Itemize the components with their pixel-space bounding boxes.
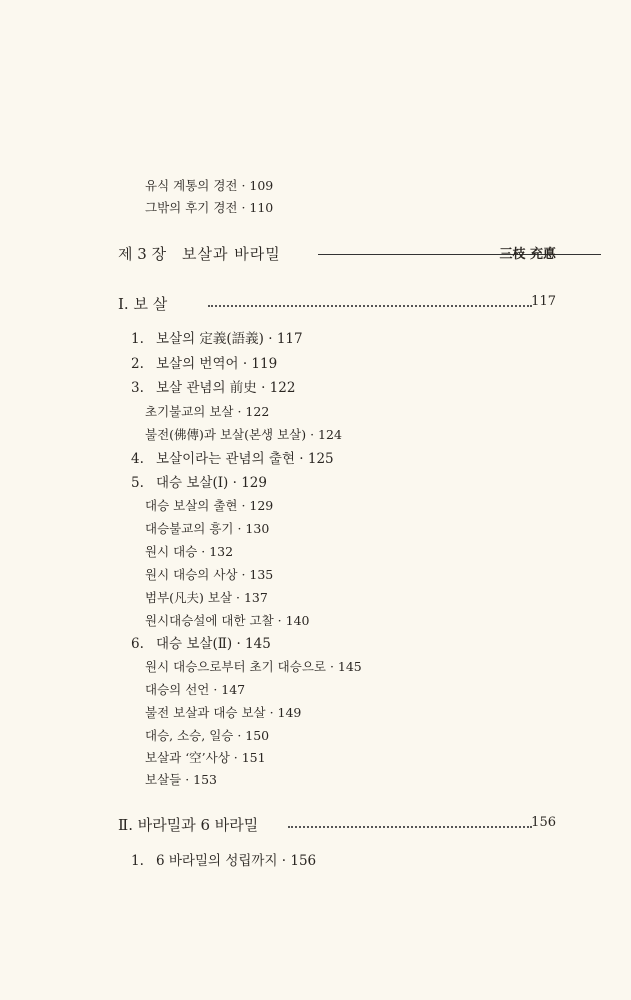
toc-entry <box>145 426 342 444</box>
toc-entry <box>131 450 334 468</box>
toc-entry-text: 보살 관념의 前史 · 122 <box>156 380 296 396</box>
toc-entry-text: 원시대승설에 대한 고찰 · 140 <box>145 613 310 628</box>
toc-entry <box>131 355 277 373</box>
toc-entry <box>145 566 273 584</box>
leader-dots <box>288 826 532 828</box>
section-heading <box>118 814 556 834</box>
toc-entry-number: 3. <box>131 380 144 396</box>
toc-entry-text: 불전(佛傳)과 보살(본생 보살) · 124 <box>145 427 342 442</box>
toc-entry-text: 보살이라는 관념의 출현 · 125 <box>156 451 334 467</box>
toc-entry <box>145 543 233 561</box>
section-page-number: 117 <box>531 294 556 309</box>
toc-entry-text: 그밖의 후기 경전 · 110 <box>145 200 274 215</box>
chapter-number: 제 3 장 <box>118 245 167 263</box>
toc-entry-text: 대승 보살(Ⅰ) · 129 <box>156 475 267 491</box>
section-heading <box>118 293 556 313</box>
chapter-title: 보살과 바라밀 <box>182 245 281 263</box>
toc-entry <box>131 379 295 397</box>
toc-entry <box>145 199 273 217</box>
toc-entry-text: 보살들 · 153 <box>145 772 218 787</box>
toc-entry <box>131 635 271 653</box>
toc-entry <box>131 474 267 492</box>
toc-entry-number: 6. <box>131 636 144 652</box>
toc-entry-text: 원시 대승으로부터 초기 대승으로 · 145 <box>145 659 362 674</box>
toc-entry-text: 초기불교의 보살 · 122 <box>145 404 270 419</box>
section-title: Ⅱ. 바라밀과 6 바라밀 <box>118 814 262 835</box>
toc-entry-text: 보살의 定義(語義) · 117 <box>156 331 303 347</box>
toc-entry-text: 대승불교의 흥기 · 130 <box>145 521 270 536</box>
toc-entry <box>145 658 362 676</box>
toc-entry-number: 1. <box>131 853 144 869</box>
section-title: Ⅰ. 보 살 <box>118 293 171 314</box>
toc-entry <box>145 704 301 722</box>
toc-entry-text: 범부(凡夫) 보살 · 137 <box>145 590 268 605</box>
toc-entry-number: 2. <box>131 356 144 372</box>
toc-entry <box>145 681 245 699</box>
toc-entry-text: 대승 보살의 출현 · 129 <box>145 498 274 513</box>
toc-entry <box>145 177 273 195</box>
toc-entry <box>145 612 309 630</box>
toc-entry <box>145 520 269 538</box>
toc-entry <box>145 403 269 421</box>
toc-entry-number: 1. <box>131 331 144 347</box>
toc-entry-text: 불전 보살과 대승 보살 · 149 <box>145 705 302 720</box>
toc-entry-text: 보살의 번역어 · 119 <box>156 356 278 372</box>
toc-entry-text: 대승의 선언 · 147 <box>145 682 246 697</box>
leader-dots <box>208 305 532 307</box>
toc-entry <box>145 497 273 515</box>
toc-entry-number: 4. <box>131 451 144 467</box>
toc-entry-text: 6 바라밀의 성립까지 · 156 <box>156 853 317 869</box>
toc-entry-text: 원시 대승의 사상 · 135 <box>145 567 274 582</box>
toc-entry <box>145 749 266 767</box>
chapter-rule <box>318 254 601 255</box>
toc-entry <box>145 771 217 789</box>
toc-entry-text: 유식 계통의 경전 · 109 <box>145 178 274 193</box>
toc-entry <box>145 727 269 745</box>
toc-entry-text: 보살과 ‘空’사상 · 151 <box>145 750 266 765</box>
section-page-number: 156 <box>531 815 556 830</box>
toc-entry <box>145 589 268 607</box>
toc-entry-text: 대승, 소승, 일승 · 150 <box>145 728 270 743</box>
toc-entry-text: 원시 대승 · 132 <box>145 544 234 559</box>
toc-entry-number: 5. <box>131 475 144 491</box>
toc-entry <box>131 330 303 348</box>
chapter-author: 三枝 充悳 <box>499 247 556 262</box>
chapter-heading <box>118 243 556 265</box>
toc-entry <box>131 852 316 870</box>
toc-entry-text: 대승 보살(Ⅱ) · 145 <box>156 636 271 652</box>
